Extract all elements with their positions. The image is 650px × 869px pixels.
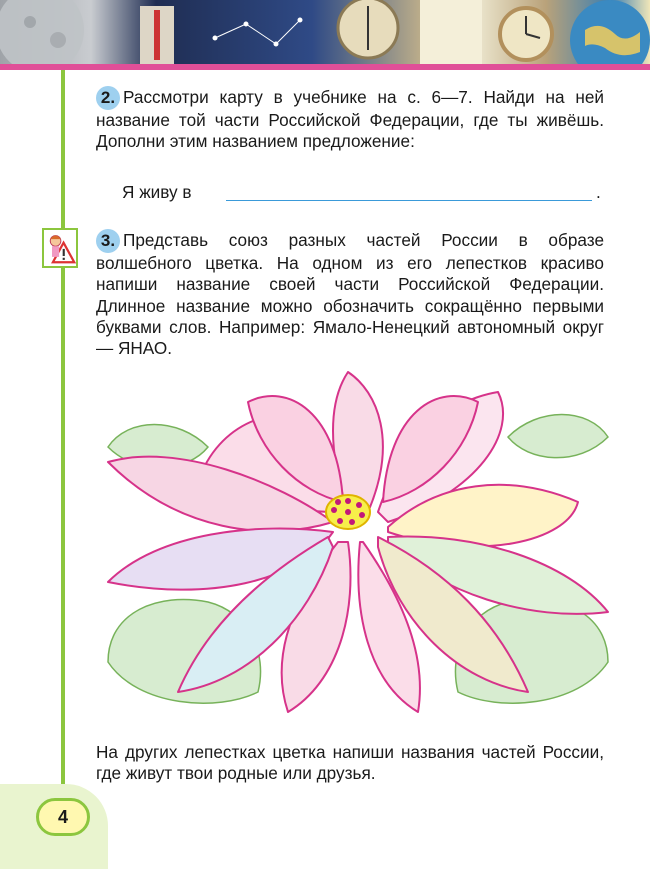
- task-3-text-block: [96, 229, 604, 359]
- task-3-instructions: Представь союз разных частей России в образе волшебного цветка. На одном из его лепестков красиво напиши название своей части Российской Федерации. Длинное название можно обозначить сокращённо первыми буквами слов. Например: Ямало-Ненецкий автономный округ — ЯНАО.: [96, 230, 604, 359]
- magic-flower-illustration: [98, 362, 618, 728]
- task-2-number: 2.: [96, 86, 120, 110]
- top-banner-photo-strip: [0, 0, 650, 64]
- task-2-fill-in: [122, 180, 612, 204]
- banner-illustration: [0, 0, 650, 64]
- fill-in-label: Я живу в: [122, 182, 192, 202]
- banner-accent-stripe: [0, 64, 650, 70]
- page-number: 4: [36, 798, 90, 836]
- moon-icon: [0, 0, 84, 64]
- answer-line[interactable]: [226, 200, 592, 201]
- task-2-text-block: [96, 86, 604, 153]
- fill-in-period: .: [596, 182, 601, 202]
- page-margin-rail: [61, 70, 65, 800]
- task-3-number: 3.: [96, 229, 120, 253]
- warning-girl-icon: [42, 228, 78, 268]
- task-2-instructions: Рассмотри карту в учебнике на с. 6—7. Найди на ней название той части Российской Федерации, где ты живёшь. Дополни этим названием предложение:: [96, 87, 604, 152]
- calendar-icon: [420, 0, 482, 64]
- leaf: [508, 415, 608, 458]
- constellation-icon: [213, 18, 302, 46]
- footer-instructions: На других лепестках цветка напиши названия частей России, где живут твои родные или друзья.: [96, 742, 604, 784]
